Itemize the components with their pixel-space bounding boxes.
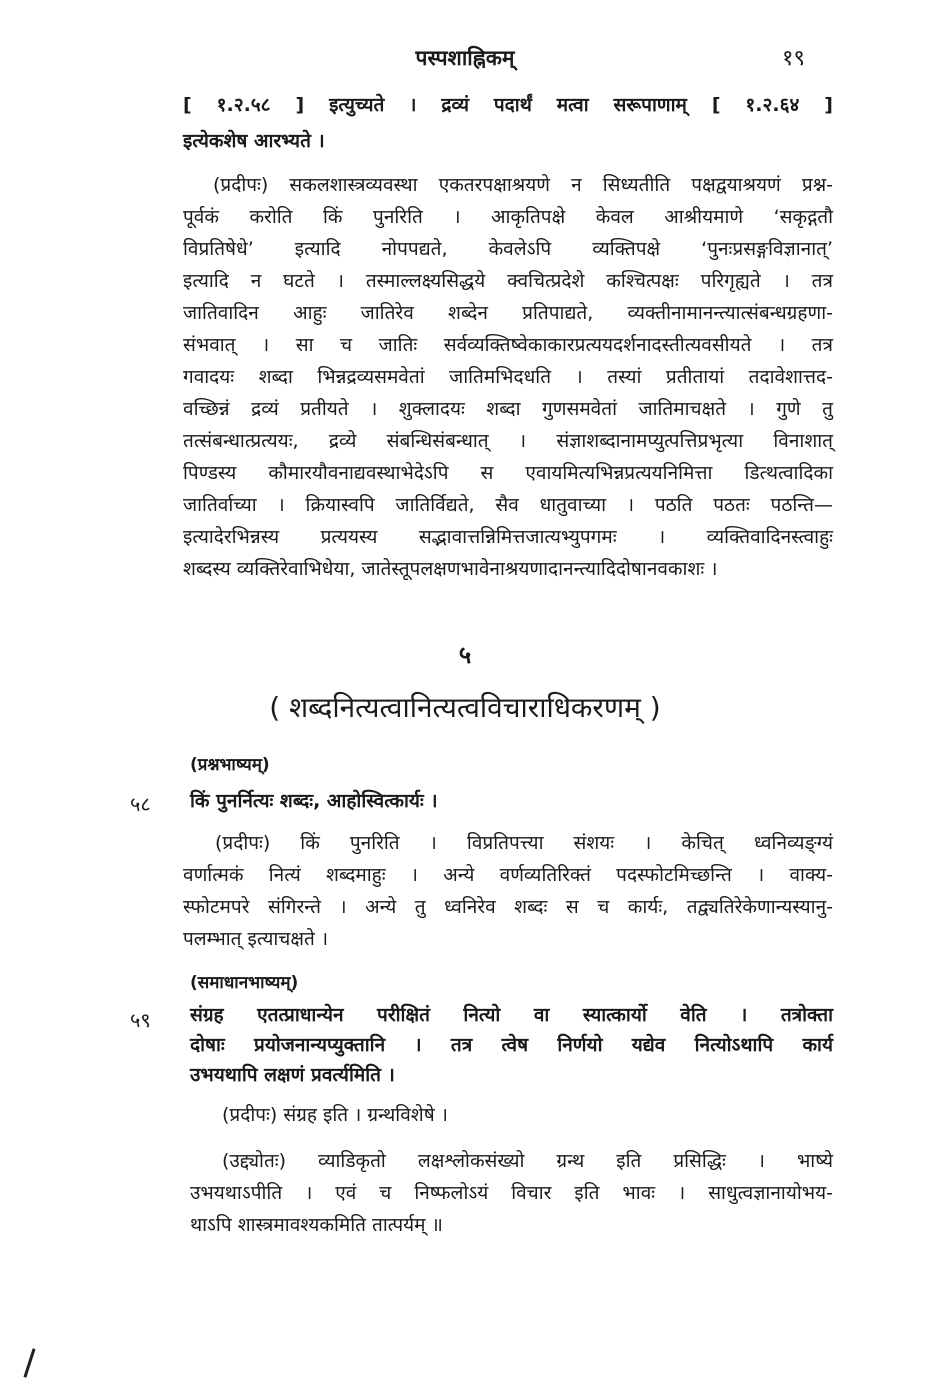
pradipa-line: शब्दस्य व्यक्तिरेवाभिधेया, जातेस्तूपलक्षणभावेनाश्रयणादानन्त्यादिदोषानवकाशः । xyxy=(183,558,718,580)
pradipa-line: स्फोटमपरे संगिरन्ते । अन्ये तु ध्वनिरेव शब्दः स च कार्यः, तद्व्यतिरेकेणान्यस्यानु- xyxy=(183,896,833,918)
pradipa-line: (प्रदीपः) संग्रह इति । ग्रन्थविशेषे । xyxy=(222,1104,448,1126)
pradipa-line: इत्यादेरभिन्नस्य प्रत्ययस्य सद्भावात्तन्निमित्तजात्यभ्युपगमः । व्यक्तिवादिनस्त्वाहुः xyxy=(183,526,833,548)
pradipa-line: जातिर्वाच्या । क्रियास्वपि जातिर्विद्यते, सैव धातुवाच्या । पठति पठतः पठन्ति— xyxy=(183,494,833,516)
pradipa-line: इत्यादि न घटते । तस्माल्लक्ष्यसिद्धये क्वचित्प्रदेशे कश्चित्पक्षः परिगृह्यते । तत्र xyxy=(183,270,833,292)
page-number: १९ xyxy=(782,46,805,71)
section-number: ५ xyxy=(458,641,472,669)
pradipa-line: वर्णात्मकं नित्यं शब्दमाहुः । अन्ये वर्णव्यतिरिक्तं पदस्फोटमिच्छन्ति । वाक्य- xyxy=(183,864,833,886)
running-header-title: पस्पशाह्निकम् xyxy=(415,46,515,70)
pradipa-line: तत्संबन्धात्प्रत्ययः, द्रव्ये संबन्धिसंबन्धात् । संज्ञाशब्दानामप्युत्पत्तिप्रभृत्या विनाशात् xyxy=(183,430,833,452)
uddyota-line: थाऽपि शास्त्रमावश्यकमिति तात्पर्यम् ॥ xyxy=(190,1214,443,1236)
pradipa-line: जातिवादिन आहुः जातिरेव शब्देन प्रतिपाद्यते, व्यक्तीनामानन्त्यात्संबन्धग्रहणा- xyxy=(183,302,833,324)
uddyota-line: उभयथाऽपीति । एवं च निष्फलोऽयं विचार इति भावः । साधुत्वज्ञानायोभय- xyxy=(190,1182,833,1204)
sutra-number: ५८ xyxy=(130,792,151,816)
samadhana-line: संग्रह एतत्प्राधान्येन परीक्षितं नित्यो वा स्यात्कार्यो वेति । तत्रोक्ता xyxy=(190,1004,833,1026)
pradipa-line: (प्रदीपः) किं पुनरिति । विप्रतिपत्त्या संशयः । केचित् ध्वनिव्यङ्ग्यं xyxy=(215,832,833,854)
pradipa-line: (प्रदीपः) सकलशास्त्रव्यवस्था एकतरपक्षाश्रयणे न सिध्यतीति पक्षद्वयाश्रयणं प्रश्न- xyxy=(213,174,833,196)
uddyota-line: (उद्द्योतः) व्याडिकृतो लक्षश्लोकसंख्यो ग्रन्थ इति प्रसिद्धिः । भाष्ये xyxy=(222,1150,833,1172)
intro-line: इत्येकशेष आरभ्यते । xyxy=(183,130,325,152)
pradipa-line: पूर्वकं करोति किं पुनरिति । आकृतिपक्षे केवल आश्रीयमाणे ‘सकृद्गतौ xyxy=(183,206,833,228)
pradipa-line: गवादयः शब्दा भिन्नद्रव्यसमवेतां जातिमभिदधति । तस्यां प्रतीतायां तदावेशात्तद- xyxy=(183,366,833,388)
samadhana-line: दोषाः प्रयोजनान्यप्युक्तानि । तत्र त्वेष निर्णयो यद्येव नित्योऽथापि कार्य xyxy=(190,1034,833,1056)
pradipa-line: पिण्डस्य कौमारयौवनाद्यवस्थाभेदेऽपि स एवायमित्यभिन्नप्रत्ययनिमित्ता डित्थत्वादिका xyxy=(183,462,833,484)
section-title: ( शब्दनित्यत्वानित्यत्वविचाराधिकरणम् ) xyxy=(269,691,661,724)
samadhana-label: (समाधानभाष्यम्) xyxy=(190,973,299,993)
pen-stroke-mark xyxy=(23,1348,35,1377)
pradipa-line: संभवात् । सा च जातिः सर्वव्यक्तिष्वेकाकारप्रत्ययदर्शनादस्तीत्यवसीयते । तत्र xyxy=(183,334,833,356)
sutra-number: ५९ xyxy=(130,1008,151,1032)
prashna-text: किं पुनर्नित्यः शब्दः, आहोस्वित्कार्यः । xyxy=(190,790,438,812)
intro-line: [ १.२.५८ ] इत्युच्यते । द्रव्यं पदार्थं मत्वा सरूपाणाम् [ १.२.६४ ] xyxy=(183,94,833,116)
pradipa-line: वच्छिन्नं द्रव्यं प्रतीयते । शुक्लादयः शब्दा गुणसमवेतां जातिमाचक्षते । गुणे तु xyxy=(183,398,833,420)
pradipa-line: पलम्भात् इत्याचक्षते । xyxy=(183,928,329,950)
prashna-label: (प्रश्नभाष्यम्) xyxy=(190,755,270,775)
pradipa-line: विप्रतिषेधे’ इत्यादि नोपपद्यते, केवलेऽपि व्यक्तिपक्षे ‘पुनःप्रसङ्गविज्ञानात्’ xyxy=(183,238,833,260)
samadhana-line: उभयथापि लक्षणं प्रवर्त्यमिति । xyxy=(190,1064,395,1086)
